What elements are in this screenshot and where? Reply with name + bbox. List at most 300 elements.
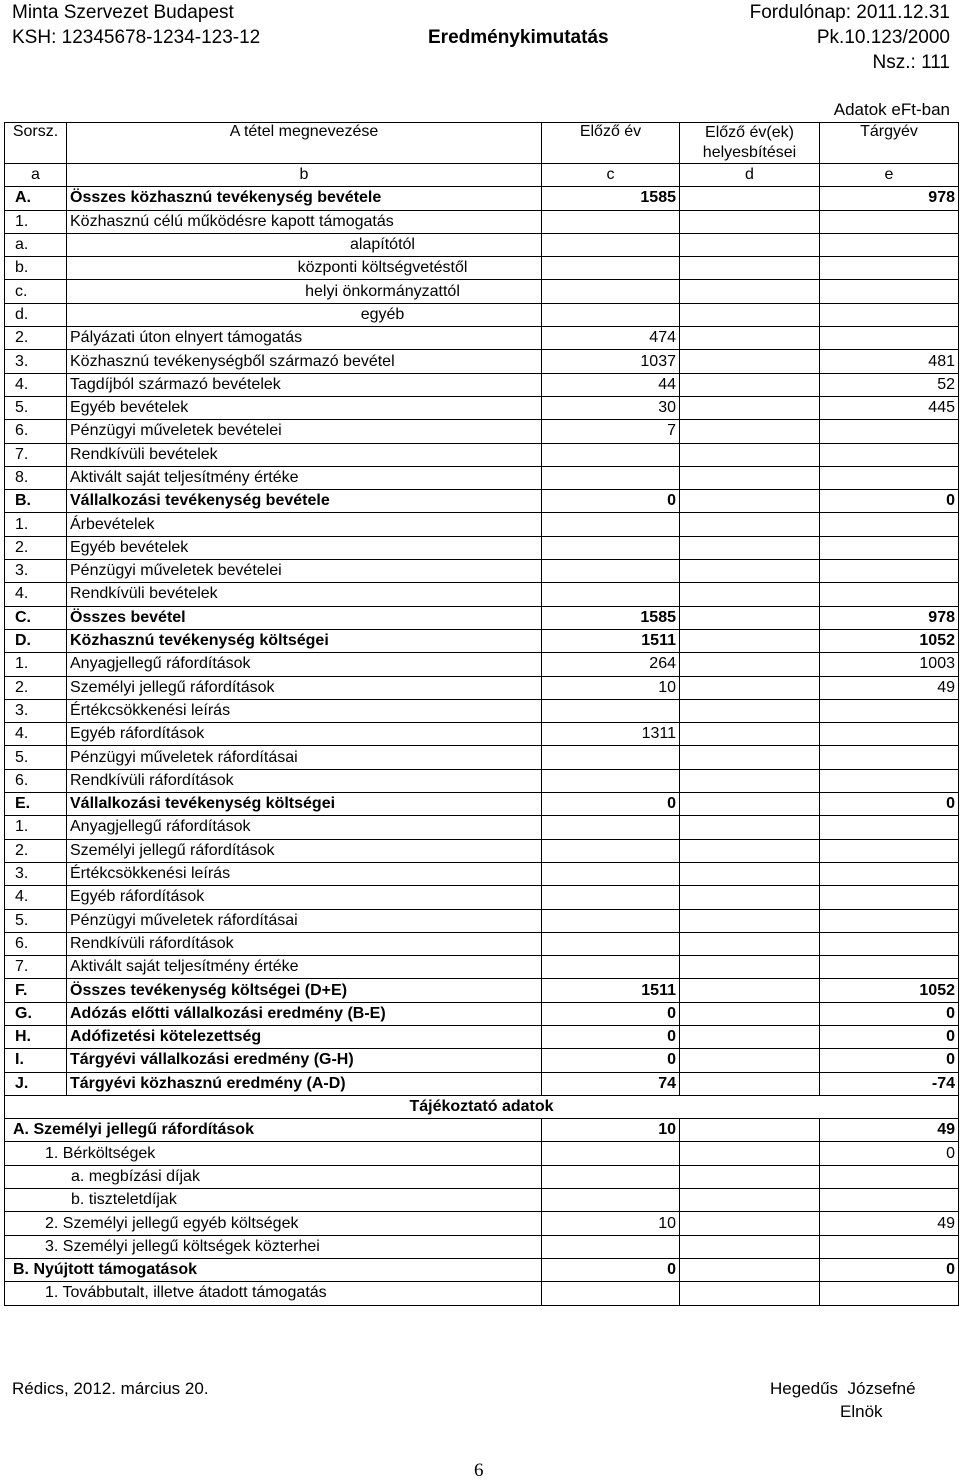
info-current-value: 49 [820, 1119, 959, 1142]
row-prev-value: 0 [542, 793, 680, 816]
info-row-label: b. tiszteletdíjak [5, 1189, 542, 1212]
col-header-sorsz: Sorsz. [5, 123, 67, 164]
row-label: alapítótól [67, 233, 542, 256]
row-code: B. [5, 490, 67, 513]
row-code: D. [5, 629, 67, 652]
row-current-value [820, 443, 959, 466]
table-row [5, 327, 959, 350]
row-correction-value [680, 490, 820, 513]
row-label: Összes közhasznú tevékenység bevétele [67, 187, 542, 210]
table-row [5, 490, 959, 513]
row-label: Aktivált saját teljesítmény értéke [67, 466, 542, 489]
row-correction-value [680, 606, 820, 629]
row-code: 2. [5, 536, 67, 559]
row-code: H. [5, 1025, 67, 1048]
row-prev-value [542, 816, 680, 839]
table-row [5, 793, 959, 816]
row-current-value: 0 [820, 1002, 959, 1025]
row-correction-value [680, 187, 820, 210]
row-correction-value [680, 886, 820, 909]
table-row [5, 420, 959, 443]
row-prev-value [542, 257, 680, 280]
row-prev-value: 1585 [542, 187, 680, 210]
row-correction-value [680, 699, 820, 722]
info-row [5, 1212, 959, 1235]
table-row [5, 466, 959, 489]
row-prev-value: 1511 [542, 629, 680, 652]
row-label: Egyéb bevételek [67, 536, 542, 559]
info-prev-value [542, 1189, 680, 1212]
row-current-value: 1052 [820, 629, 959, 652]
row-correction-value [680, 583, 820, 606]
row-current-value [820, 956, 959, 979]
row-correction-value [680, 443, 820, 466]
info-correction-value [680, 1235, 820, 1258]
info-row-label: 1. Továbbutalt, illetve átadott támogatás [5, 1282, 542, 1305]
row-prev-value: 1037 [542, 350, 680, 373]
info-correction-value [680, 1119, 820, 1142]
row-label: Pénzügyi műveletek bevételei [67, 560, 542, 583]
info-row-label: B. Nyújtott támogatások [5, 1258, 542, 1281]
row-code: 3. [5, 560, 67, 583]
row-code: 4. [5, 373, 67, 396]
table-row [5, 513, 959, 536]
row-current-value [820, 210, 959, 233]
row-prev-value: 74 [542, 1072, 680, 1095]
row-correction-value [680, 629, 820, 652]
row-code: 2. [5, 839, 67, 862]
table-row [5, 932, 959, 955]
row-current-value [820, 909, 959, 932]
row-correction-value [680, 676, 820, 699]
row-label: Egyéb bevételek [67, 396, 542, 419]
row-code: 1. [5, 653, 67, 676]
ksh-number: KSH: 12345678-1234-123-12 [12, 27, 261, 48]
row-label: Rendkívüli bevételek [67, 583, 542, 606]
row-prev-value [542, 560, 680, 583]
row-correction-value [680, 466, 820, 489]
row-code: 3. [5, 862, 67, 885]
row-current-value [820, 839, 959, 862]
table-row [5, 1049, 959, 1072]
row-current-value: 978 [820, 187, 959, 210]
row-correction-value [680, 723, 820, 746]
row-label: Pénzügyi műveletek ráfordításai [67, 746, 542, 769]
info-row-label: 3. Személyi jellegű költségek közterhei [5, 1235, 542, 1258]
info-row-label: 1. Bérköltségek [5, 1142, 542, 1165]
col-header-prev: Előző év [542, 123, 680, 164]
info-prev-value: 10 [542, 1212, 680, 1235]
row-current-value: -74 [820, 1072, 959, 1095]
row-code: F. [5, 979, 67, 1002]
row-prev-value: 1511 [542, 979, 680, 1002]
row-current-value: 0 [820, 1025, 959, 1048]
row-current-value [820, 280, 959, 303]
row-label: Pénzügyi műveletek bevételei [67, 420, 542, 443]
row-current-value [820, 257, 959, 280]
row-code: b. [5, 257, 67, 280]
table-row [5, 816, 959, 839]
row-code: 2. [5, 327, 67, 350]
row-code: 7. [5, 956, 67, 979]
row-correction-value [680, 1049, 820, 1072]
row-label: Anyagjellegű ráfordítások [67, 816, 542, 839]
row-correction-value [680, 303, 820, 326]
row-prev-value: 7 [542, 420, 680, 443]
table-letters-row [5, 164, 959, 187]
row-correction-value [680, 816, 820, 839]
row-current-value [820, 327, 959, 350]
unit-note: Adatok eFt-ban [833, 100, 950, 119]
row-current-value: 52 [820, 373, 959, 396]
info-title-row [5, 1095, 959, 1118]
table-row [5, 280, 959, 303]
table-row [5, 1002, 959, 1025]
col-letter: e [820, 164, 959, 187]
row-label: Rendkívüli ráfordítások [67, 932, 542, 955]
row-correction-value [680, 327, 820, 350]
row-prev-value: 1585 [542, 606, 680, 629]
row-prev-value: 264 [542, 653, 680, 676]
info-row [5, 1235, 959, 1258]
table-row [5, 373, 959, 396]
row-code: 4. [5, 723, 67, 746]
row-prev-value [542, 583, 680, 606]
row-current-value: 49 [820, 676, 959, 699]
row-prev-value: 1311 [542, 723, 680, 746]
row-label: Rendkívüli bevételek [67, 443, 542, 466]
row-code: 6. [5, 769, 67, 792]
row-current-value [820, 303, 959, 326]
row-current-value [820, 862, 959, 885]
nsz-number: Nsz.: 111 [872, 52, 950, 73]
row-code: J. [5, 1072, 67, 1095]
row-code: 3. [5, 699, 67, 722]
row-prev-value [542, 536, 680, 559]
table-row [5, 956, 959, 979]
table-row [5, 769, 959, 792]
info-prev-value [542, 1282, 680, 1305]
row-correction-value [680, 233, 820, 256]
row-prev-value: 10 [542, 676, 680, 699]
row-current-value [820, 420, 959, 443]
table-row [5, 583, 959, 606]
info-current-value: 0 [820, 1142, 959, 1165]
info-row-label: 2. Személyi jellegű egyéb költségek [5, 1212, 542, 1235]
row-current-value [820, 932, 959, 955]
row-prev-value [542, 886, 680, 909]
row-label: Vállalkozási tevékenység költségei [67, 793, 542, 816]
info-title: Tájékoztató adatok [5, 1095, 959, 1118]
table-row [5, 350, 959, 373]
row-current-value: 1003 [820, 653, 959, 676]
info-current-value [820, 1189, 959, 1212]
row-current-value [820, 746, 959, 769]
row-prev-value: 0 [542, 1025, 680, 1048]
row-prev-value [542, 956, 680, 979]
row-label: Vállalkozási tevékenység bevétele [67, 490, 542, 513]
row-label: Közhasznú tevékenységből származó bevétel [67, 350, 542, 373]
info-correction-value [680, 1282, 820, 1305]
row-label: Adófizetési kötelezettség [67, 1025, 542, 1048]
info-row [5, 1142, 959, 1165]
row-label: Tagdíjból származó bevételek [67, 373, 542, 396]
row-label: Pénzügyi műveletek ráfordításai [67, 909, 542, 932]
row-code: 6. [5, 420, 67, 443]
row-label: Aktivált saját teljesítmény értéke [67, 956, 542, 979]
table-row [5, 187, 959, 210]
row-label: Értékcsökkenési leírás [67, 699, 542, 722]
row-prev-value [542, 233, 680, 256]
row-label: Közhasznú célú működésre kapott támogatás [67, 210, 542, 233]
info-prev-value [542, 1235, 680, 1258]
row-correction-value [680, 793, 820, 816]
table-header-row [5, 123, 959, 164]
info-correction-value [680, 1165, 820, 1188]
row-code: 1. [5, 513, 67, 536]
registry-number: Pk.10.123/2000 [816, 27, 950, 48]
row-code: 7. [5, 443, 67, 466]
row-code: A. [5, 187, 67, 210]
row-current-value [820, 560, 959, 583]
row-current-value [820, 583, 959, 606]
row-correction-value [680, 932, 820, 955]
table-row [5, 560, 959, 583]
table-row [5, 653, 959, 676]
info-row [5, 1189, 959, 1212]
row-prev-value [542, 210, 680, 233]
info-correction-value [680, 1189, 820, 1212]
row-prev-value [542, 862, 680, 885]
table-row [5, 862, 959, 885]
info-prev-value [542, 1165, 680, 1188]
table-row [5, 210, 959, 233]
row-label: Rendkívüli ráfordítások [67, 769, 542, 792]
row-correction-value [680, 560, 820, 583]
row-label: Személyi jellegű ráfordítások [67, 839, 542, 862]
col-header-curr: Tárgyév [820, 123, 959, 164]
row-label: Adózás előtti vállalkozási eredmény (B-E) [67, 1002, 542, 1025]
row-current-value [820, 536, 959, 559]
row-correction-value [680, 396, 820, 419]
table-row [5, 839, 959, 862]
row-current-value: 0 [820, 1049, 959, 1072]
row-code: 4. [5, 886, 67, 909]
info-prev-value: 10 [542, 1119, 680, 1142]
info-row [5, 1258, 959, 1281]
info-correction-value [680, 1258, 820, 1281]
table-row [5, 723, 959, 746]
row-code: 5. [5, 396, 67, 419]
row-code: G. [5, 1002, 67, 1025]
row-code: 8. [5, 466, 67, 489]
row-current-value [820, 723, 959, 746]
row-label: Egyéb ráfordítások [67, 723, 542, 746]
table-row [5, 1025, 959, 1048]
row-correction-value [680, 513, 820, 536]
info-current-value [820, 1235, 959, 1258]
row-code: 5. [5, 746, 67, 769]
row-prev-value [542, 699, 680, 722]
row-label: Közhasznú tevékenység költségei [67, 629, 542, 652]
row-label: Pályázati úton elnyert támogatás [67, 327, 542, 350]
row-code: 1. [5, 210, 67, 233]
row-label: helyi önkormányzattól [67, 280, 542, 303]
row-correction-value [680, 979, 820, 1002]
row-prev-value [542, 746, 680, 769]
table-row [5, 746, 959, 769]
info-current-value [820, 1282, 959, 1305]
row-prev-value: 0 [542, 1049, 680, 1072]
income-statement-table [4, 122, 959, 1306]
row-code: 3. [5, 350, 67, 373]
info-row [5, 1282, 959, 1305]
row-label: Tárgyévi vállalkozási eredmény (G-H) [67, 1049, 542, 1072]
row-prev-value: 474 [542, 327, 680, 350]
row-current-value: 445 [820, 396, 959, 419]
row-current-value [820, 513, 959, 536]
row-prev-value [542, 466, 680, 489]
info-current-value: 49 [820, 1212, 959, 1235]
row-prev-value [542, 513, 680, 536]
row-code: 5. [5, 909, 67, 932]
table-row [5, 303, 959, 326]
row-code: I. [5, 1049, 67, 1072]
row-prev-value: 44 [542, 373, 680, 396]
col-header-corr: Előző év(ek) helyesbítései [680, 123, 820, 164]
org-name: Minta Szervezet Budapest [12, 2, 234, 23]
row-code: 1. [5, 816, 67, 839]
table-row [5, 909, 959, 932]
row-label: központi költségvetéstől [67, 257, 542, 280]
report-title: Eredménykimutatás [428, 27, 609, 48]
row-label: Árbevételek [67, 513, 542, 536]
col-letter: a [5, 164, 67, 187]
table-row [5, 676, 959, 699]
row-prev-value [542, 443, 680, 466]
table-row [5, 629, 959, 652]
row-code: d. [5, 303, 67, 326]
table-row [5, 257, 959, 280]
row-correction-value [680, 280, 820, 303]
row-prev-value: 30 [542, 396, 680, 419]
row-correction-value [680, 746, 820, 769]
row-code: c. [5, 280, 67, 303]
row-label: Személyi jellegű ráfordítások [67, 676, 542, 699]
row-correction-value [680, 909, 820, 932]
row-label: Értékcsökkenési leírás [67, 862, 542, 885]
row-code: 4. [5, 583, 67, 606]
table-row [5, 1072, 959, 1095]
row-correction-value [680, 373, 820, 396]
row-label: egyéb [67, 303, 542, 326]
row-correction-value [680, 257, 820, 280]
row-prev-value [542, 280, 680, 303]
info-correction-value [680, 1212, 820, 1235]
row-correction-value [680, 536, 820, 559]
info-row-label: A. Személyi jellegű ráfordítások [5, 1119, 542, 1142]
table-row [5, 396, 959, 419]
row-current-value: 978 [820, 606, 959, 629]
place-date: Rédics, 2012. március 20. [12, 1379, 209, 1398]
row-prev-value: 0 [542, 490, 680, 513]
row-current-value [820, 816, 959, 839]
table-row [5, 443, 959, 466]
row-prev-value [542, 909, 680, 932]
row-correction-value [680, 1002, 820, 1025]
row-current-value [820, 466, 959, 489]
signer-role: Elnök [840, 1402, 883, 1421]
row-correction-value [680, 956, 820, 979]
info-prev-value [542, 1142, 680, 1165]
row-current-value: 1052 [820, 979, 959, 1002]
row-label: Egyéb ráfordítások [67, 886, 542, 909]
info-correction-value [680, 1142, 820, 1165]
row-label: Összes tevékenység költségei (D+E) [67, 979, 542, 1002]
row-correction-value [680, 839, 820, 862]
row-current-value [820, 699, 959, 722]
table-row [5, 699, 959, 722]
row-code: 6. [5, 932, 67, 955]
col-header-name: A tétel megnevezése [67, 123, 542, 164]
row-correction-value [680, 350, 820, 373]
info-current-value [820, 1165, 959, 1188]
row-prev-value: 0 [542, 1002, 680, 1025]
row-current-value [820, 886, 959, 909]
info-row [5, 1165, 959, 1188]
col-letter: c [542, 164, 680, 187]
table-row [5, 233, 959, 256]
row-current-value [820, 769, 959, 792]
row-correction-value [680, 769, 820, 792]
table-row [5, 606, 959, 629]
row-current-value: 481 [820, 350, 959, 373]
row-code: 2. [5, 676, 67, 699]
info-row-label: a. megbízási díjak [5, 1165, 542, 1188]
row-correction-value [680, 653, 820, 676]
page-number: 6 [474, 1460, 484, 1481]
signer-name: Hegedűs Józsefné [770, 1379, 916, 1398]
row-label: Anyagjellegű ráfordítások [67, 653, 542, 676]
col-letter: b [67, 164, 542, 187]
row-current-value: 0 [820, 490, 959, 513]
row-correction-value [680, 1072, 820, 1095]
table-row [5, 979, 959, 1002]
row-correction-value [680, 210, 820, 233]
row-correction-value [680, 862, 820, 885]
row-prev-value [542, 839, 680, 862]
row-prev-value [542, 932, 680, 955]
info-current-value: 0 [820, 1258, 959, 1281]
row-code: C. [5, 606, 67, 629]
row-code: E. [5, 793, 67, 816]
info-prev-value: 0 [542, 1258, 680, 1281]
row-code: a. [5, 233, 67, 256]
table-row [5, 536, 959, 559]
info-row [5, 1119, 959, 1142]
row-correction-value [680, 420, 820, 443]
table-row [5, 886, 959, 909]
row-label: Összes bevétel [67, 606, 542, 629]
row-prev-value [542, 303, 680, 326]
col-letter: d [680, 164, 820, 187]
row-correction-value [680, 1025, 820, 1048]
fiscal-date: Fordulónap: 2011.12.31 [749, 2, 950, 23]
row-current-value [820, 233, 959, 256]
row-prev-value [542, 769, 680, 792]
row-label: Tárgyévi közhasznú eredmény (A-D) [67, 1072, 542, 1095]
row-current-value: 0 [820, 793, 959, 816]
